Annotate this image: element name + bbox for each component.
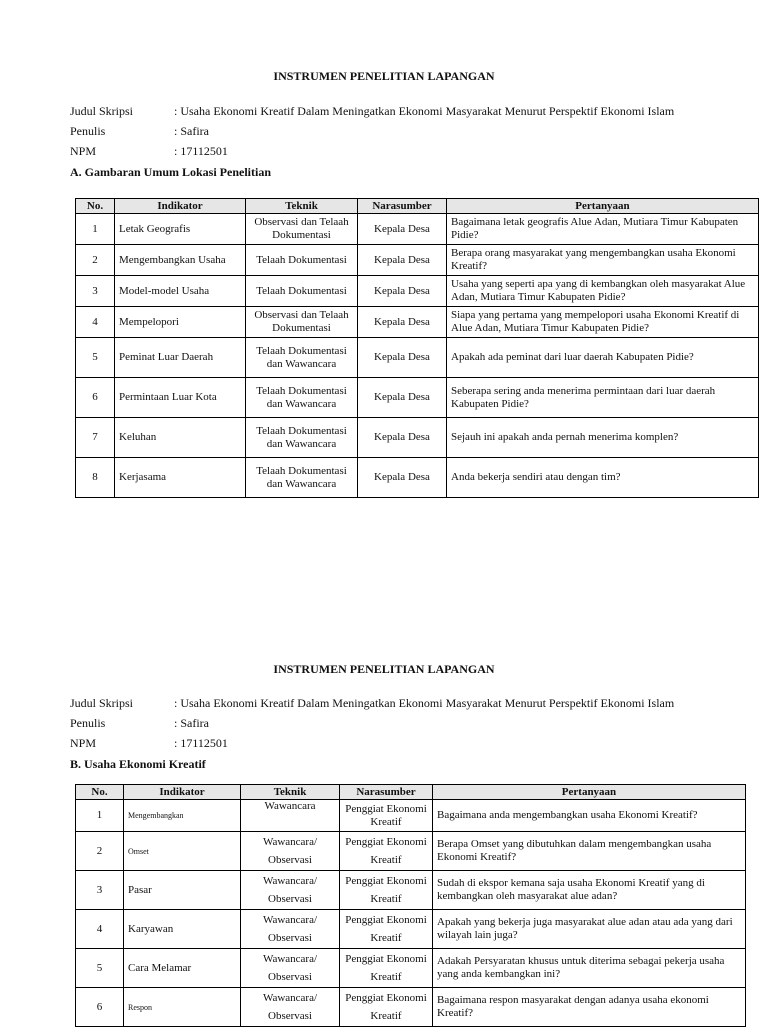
cell-pertanyaan: Berapa Omset yang dibutuhkan dalam mengembangkan usaha Ekonomi Kreatif? [433, 832, 746, 871]
cell-narasumber: Kepala Desa [358, 214, 447, 245]
cell-indikator: Kerjasama [115, 458, 246, 498]
meta-value: : Usaha Ekonomi Kreatif Dalam Meningatkan Ekonomi Masyarakat Menurut Perspektif Ekonomi Islam [174, 104, 675, 118]
cell-pertanyaan: Bagaimana letak geografis Alue Adan, Mutiara Timur Kabupaten Pidie? [447, 214, 759, 245]
table-row [76, 800, 746, 832]
cell-teknik: Telaah Dokumentasi [246, 276, 358, 307]
cell-no: 4 [76, 910, 124, 949]
cell-narasumber: Kepala Desa [358, 418, 447, 458]
cell-pertanyaan: Sudah di ekspor kemana saja usaha Ekonomi Kreatif yang di kembangkan oleh masyarakat alue adan? [433, 871, 746, 910]
cell-teknik: Telaah Dokumentasi dan Wawancara [246, 338, 358, 378]
meta-label: Judul Skripsi [70, 696, 134, 710]
cell-indikator: Mengembangkan [124, 800, 241, 832]
meta-value: : Safira [174, 124, 209, 138]
table-row [76, 910, 746, 949]
cell-narasumber: Kepala Desa [358, 276, 447, 307]
cell-teknik: Telaah Dokumentasi dan Wawancara [246, 418, 358, 458]
meta-label: Penulis [70, 716, 106, 730]
meta-row-npm [70, 141, 674, 161]
cell-no: 4 [76, 307, 115, 338]
cell-narasumber: Kepala Desa [358, 245, 447, 276]
cell-teknik: Telaah Dokumentasi dan Wawancara [246, 378, 358, 418]
document-meta-a [70, 101, 674, 161]
cell-teknik: Wawancara/ Observasi [241, 988, 340, 1027]
cell-no: 3 [76, 871, 124, 910]
meta-row-npm [70, 733, 674, 753]
table-row [76, 378, 759, 418]
cell-pertanyaan: Usaha yang seperti apa yang di kembangkan oleh masyarakat Alue Adan, Mutiara Timur Kabupaten Pidie? [447, 276, 759, 307]
cell-teknik: Wawancara/ Observasi [241, 910, 340, 949]
cell-narasumber: Kepala Desa [358, 458, 447, 498]
cell-narasumber: Kepala Desa [358, 307, 447, 338]
section-heading-b: B. Usaha Ekonomi Kreatif [70, 757, 206, 771]
table-a [75, 198, 759, 498]
cell-teknik: Telaah Dokumentasi dan Wawancara [246, 458, 358, 498]
cell-indikator: Cara Melamar [124, 949, 241, 988]
cell-indikator: Keluhan [115, 418, 246, 458]
cell-no: 7 [76, 418, 115, 458]
meta-value: : Safira [174, 716, 209, 730]
meta-label: NPM [70, 736, 97, 750]
table-row [76, 458, 759, 498]
cell-indikator: Permintaan Luar Kota [115, 378, 246, 418]
cell-indikator: Mengembangkan Usaha [115, 245, 246, 276]
column-header-teknik: Teknik [241, 785, 340, 800]
cell-narasumber: Kepala Desa [358, 378, 447, 418]
cell-no: 1 [76, 214, 115, 245]
cell-teknik: Wawancara/ Observasi [241, 871, 340, 910]
cell-no: 5 [76, 949, 124, 988]
cell-narasumber: Penggiat Ekonomi Kreatif [340, 910, 433, 949]
cell-teknik: Telaah Dokumentasi [246, 245, 358, 276]
cell-teknik: Observasi dan Telaah Dokumentasi [246, 214, 358, 245]
cell-no: 6 [76, 988, 124, 1027]
column-header-no: No. [76, 199, 115, 214]
table-row [76, 245, 759, 276]
table-row [76, 276, 759, 307]
meta-label: Penulis [70, 124, 106, 138]
column-header-no: No. [76, 785, 124, 800]
meta-value: : 17112501 [174, 736, 228, 750]
cell-pertanyaan: Apakah ada peminat dari luar daerah Kabupaten Pidie? [447, 338, 759, 378]
cell-pertanyaan: Apakah yang bekerja juga masyarakat alue adan atau ada yang dari wilayah lain juga? [433, 910, 746, 949]
cell-indikator: Respon [124, 988, 241, 1027]
cell-narasumber: Kepala Desa [358, 338, 447, 378]
table-row [76, 988, 746, 1027]
column-header-teknik: Teknik [246, 199, 358, 214]
column-header-indikator: Indikator [124, 785, 241, 800]
cell-pertanyaan: Seberapa sering anda menerima permintaan dari luar daerah Kabupaten Pidie? [447, 378, 759, 418]
meta-row-penulis [70, 121, 674, 141]
page-title-a: INSTRUMEN PENELITIAN LAPANGAN [273, 69, 495, 83]
cell-indikator: Peminat Luar Daerah [115, 338, 246, 378]
cell-no: 6 [76, 378, 115, 418]
column-header-indikator: Indikator [115, 199, 246, 214]
cell-no: 5 [76, 338, 115, 378]
cell-no: 2 [76, 832, 124, 871]
cell-indikator: Model-model Usaha [115, 276, 246, 307]
cell-pertanyaan: Anda bekerja sendiri atau dengan tim? [447, 458, 759, 498]
cell-teknik: Wawancara [241, 800, 340, 832]
cell-narasumber: Penggiat Ekonomi Kreatif [340, 800, 433, 832]
table-header-row [76, 785, 746, 800]
table-row [76, 307, 759, 338]
column-header-narasumber: Narasumber [340, 785, 433, 800]
table-row [76, 418, 759, 458]
column-header-narasumber: Narasumber [358, 199, 447, 214]
cell-teknik: Observasi dan Telaah Dokumentasi [246, 307, 358, 338]
cell-indikator: Mempelopori [115, 307, 246, 338]
cell-no: 8 [76, 458, 115, 498]
cell-teknik: Wawancara/ Observasi [241, 832, 340, 871]
meta-row-judul [70, 693, 674, 713]
table-row [76, 949, 746, 988]
cell-indikator: Pasar [124, 871, 241, 910]
cell-no: 1 [76, 800, 124, 832]
table-b [75, 784, 746, 1027]
page-title-b: INSTRUMEN PENELITIAN LAPANGAN [273, 662, 495, 676]
meta-row-judul [70, 101, 674, 121]
cell-indikator: Letak Geografis [115, 214, 246, 245]
cell-teknik: Wawancara/ Observasi [241, 949, 340, 988]
cell-pertanyaan: Bagaimana respon masyarakat dengan adanya usaha ekonomi Kreatif? [433, 988, 746, 1027]
cell-pertanyaan: Sejauh ini apakah anda pernah menerima komplen? [447, 418, 759, 458]
cell-narasumber: Penggiat Ekonomi Kreatif [340, 949, 433, 988]
meta-label: NPM [70, 144, 97, 158]
cell-pertanyaan: Adakah Persyaratan khusus untuk diterima sebagai pekerja usaha yang anda kembangkan ini? [433, 949, 746, 988]
cell-no: 3 [76, 276, 115, 307]
cell-pertanyaan: Berapa orang masyarakat yang mengembangkan usaha Ekonomi Kreatif? [447, 245, 759, 276]
meta-value: : 17112501 [174, 144, 228, 158]
cell-narasumber: Penggiat Ekonomi Kreatif [340, 988, 433, 1027]
cell-narasumber: Penggiat Ekonomi Kreatif [340, 871, 433, 910]
cell-pertanyaan: Bagaimana anda mengembangkan usaha Ekonomi Kreatif? [433, 800, 746, 832]
cell-narasumber: Penggiat Ekonomi Kreatif [340, 832, 433, 871]
column-header-pertanyaan: Pertanyaan [447, 199, 759, 214]
table-row [76, 871, 746, 910]
cell-no: 2 [76, 245, 115, 276]
table-row [76, 214, 759, 245]
table-row [76, 832, 746, 871]
cell-indikator: Omset [124, 832, 241, 871]
document-meta-b [70, 693, 674, 753]
cell-indikator: Karyawan [124, 910, 241, 949]
meta-row-penulis [70, 713, 674, 733]
section-heading-a: A. Gambaran Umum Lokasi Penelitian [70, 165, 272, 179]
column-header-pertanyaan: Pertanyaan [433, 785, 746, 800]
meta-value: : Usaha Ekonomi Kreatif Dalam Meningatkan Ekonomi Masyarakat Menurut Perspektif Ekonomi Islam [174, 696, 675, 710]
table-row [76, 338, 759, 378]
meta-label: Judul Skripsi [70, 104, 134, 118]
cell-pertanyaan: Siapa yang pertama yang mempelopori usaha Ekonomi Kreatif di Alue Adan, Mutiara Timur Kabupaten Pidie? [447, 307, 759, 338]
table-header-row [76, 199, 759, 214]
